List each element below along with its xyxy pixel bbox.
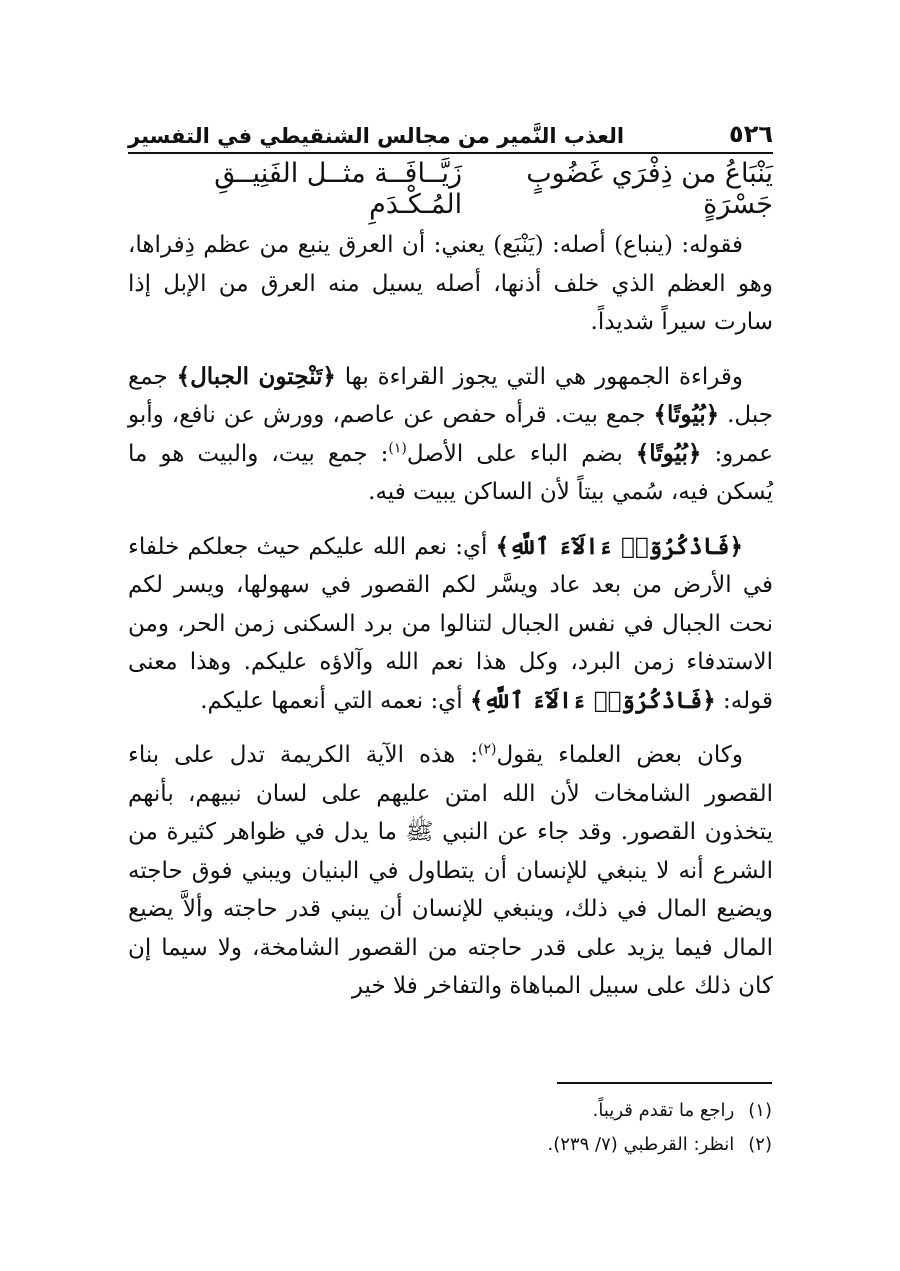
footnotes: [127, 1094, 772, 1162]
footnote-number: (١): [748, 1100, 772, 1121]
paragraph-2: [128, 358, 773, 512]
footnote-item: [127, 1094, 772, 1128]
page-header: [128, 112, 773, 154]
verse-first-hemistich: يَنْبَاعُ من ذِفْرَي غَضُوبٍ جَسْرَةٍ: [526, 158, 773, 220]
poetry-verse: [128, 158, 773, 220]
footnote-separator: [557, 1082, 772, 1084]
footnote-number: (٢): [748, 1134, 772, 1155]
footnote-text: انظر: القرطبي (٧/ ٢٣٩).: [547, 1134, 735, 1155]
verse-second-hemistich: زَيَّــافَــة مثــل الفَنِيــقِ المُـكْـدَمِ: [214, 158, 463, 220]
paragraph-4-text-a: وكان بعض العلماء يقول: [496, 742, 743, 768]
paragraph-4: [128, 736, 773, 1006]
quran-quote: ﴿بُيُوتًا﴾: [653, 401, 720, 428]
paragraph-2-text-d: بضم الباء على الأصل: [406, 440, 623, 467]
paragraph-4-text-b: : هذه الآية الكريمة تدل على بناء القصور الشامخات لأن الله امتن عليهم على لسان نبيهم، بأنهم يتخذون القصور. وقد جاء عن النبي ﷺ ما يدل في ظواهر كثيرة من الشرع أنه لا ينبغي للإنسان أن يتطاول في البنيان ويبني فوق حاجته ويضيع المال في ذلك، وينبغي للإنسان أن يبني قدر حاجته وألاَّ يضيع المال فيما يزيد على قدر حاجته من القصور الشامخة، ولا سيما إن كان ذلك على سبيل المباهاة والتفاخر فلا خير: [128, 742, 773, 999]
quran-quote: ﴿تَنْحِتون الجبال﴾: [176, 362, 336, 390]
main-text: [128, 226, 773, 1022]
paragraph-1-text: فقوله: (ينباع) أصله: (يَنْبَع) يعني: أن العرق ينبع من عظم ذِفراها، وهو العظم الذي خلف أذنها، أصله يسيل منه العرق من الإبل إذا سارت سيراً شديداً.: [128, 232, 773, 335]
quran-quote: ﴿فَاذْكُرُوٓا۟ ءَالَآءَ ٱللَّهِ﴾: [469, 686, 716, 714]
paragraph-2-text-c: جمع بيت. قرأه حفص عن عاصم، وورش عن نافع، وأبو عمرو:: [128, 402, 774, 467]
paragraph-2-text-e: : جمع بيت، والبيت هو ما يُسكن فيه، سُمي بيتاً لأن الساكن يبيت فيه.: [128, 440, 773, 505]
paragraph-1: [128, 226, 773, 342]
paragraph-2-text-a: وقراءة الجمهور هي التي يجوز القراءة بها: [344, 363, 743, 390]
footnote-reference[interactable]: (١): [388, 439, 407, 456]
running-title: العذب النَّمير من مجالس الشنقيطي في التفسير: [128, 124, 625, 148]
paragraph-3-text-b: أي: نعمه التي أنعمها عليكم.: [200, 687, 463, 714]
quran-quote: ﴿فَاذْكُرُوٓا۟ ءَالَآءَ ٱللَّهِ﴾: [495, 532, 743, 560]
page-number: ٥٢٦: [729, 120, 773, 148]
paragraph-3: [128, 528, 773, 721]
paragraph-2-text-b: جمع جبل.: [128, 363, 773, 428]
quran-quote: ﴿بُيُوتًا﴾: [635, 439, 702, 467]
footnote-reference[interactable]: (٢): [478, 741, 497, 758]
footnote-text: راجع ما تقدم قريباً.: [592, 1100, 735, 1121]
paragraph-3-text-a: أي: نعم الله عليكم حيث جعلكم خلفاء في الأرض من بعد عاد ويسَّر لكم القصور في سهولها، ويسر لكم نحت الجبال في نفس الجبال لتنالوا من برد السكنى زمن الحر، ومن الاستدفاء زمن البرد، وكل هذا نعم الله وآلاؤه عليكم. وهذا معنى قوله:: [128, 533, 773, 714]
footnote-item: [127, 1128, 772, 1162]
